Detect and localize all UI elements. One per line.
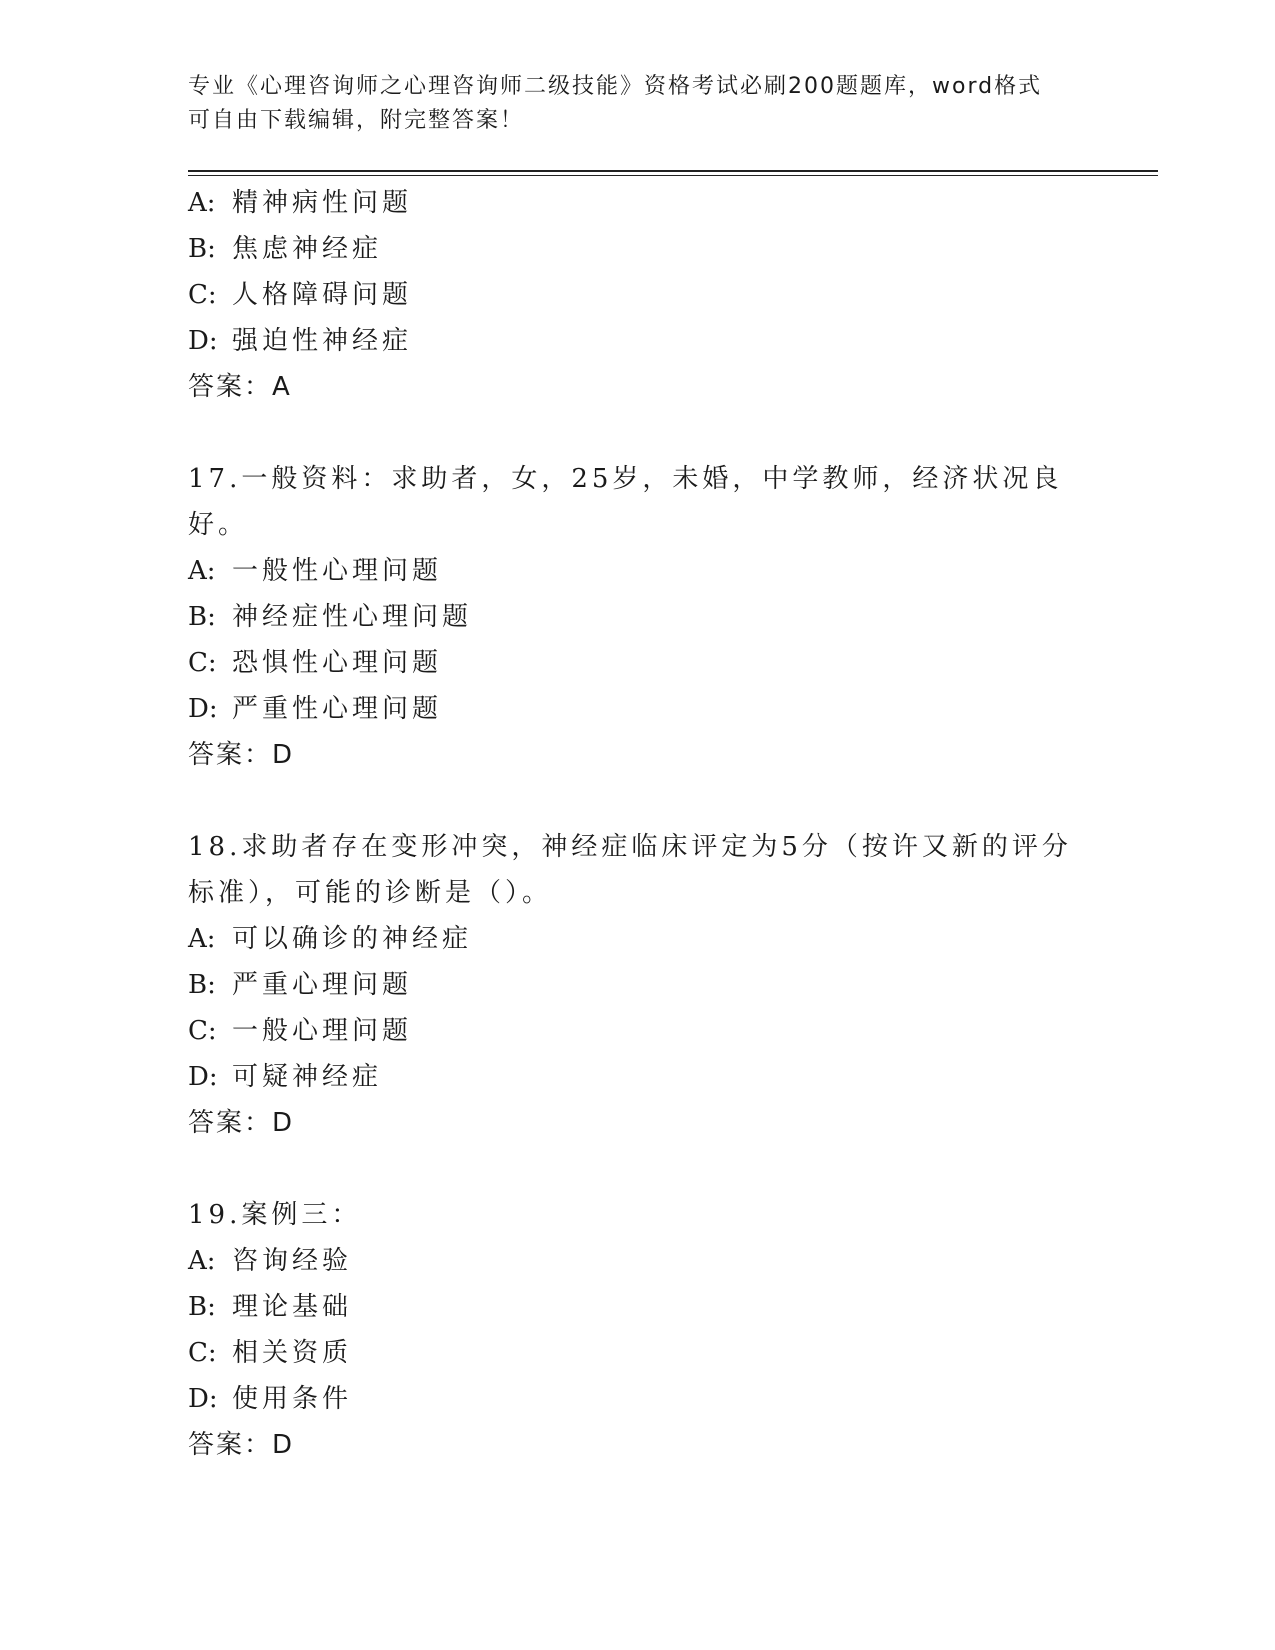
option-d: D: 可疑神经症 xyxy=(188,1062,383,1092)
option-d: D: 使用条件 xyxy=(188,1384,353,1414)
option-d: D: 严重性心理问题 xyxy=(188,694,443,724)
header-line-1: 专业《心理咨询师之心理咨询师二级技能》资格考试必刷200题题库，word格式 xyxy=(188,74,1043,99)
option-c: C: 恐惧性心理问题 xyxy=(188,648,443,678)
option-a: A: 咨询经验 xyxy=(188,1246,353,1276)
option-a: A: 一般性心理问题 xyxy=(188,556,443,586)
document-page xyxy=(188,70,1158,1468)
spacer xyxy=(188,778,1158,824)
spacer xyxy=(188,410,1158,456)
question-text-19: 19.案例三： xyxy=(188,1200,362,1230)
question-text-17: 17.一般资料：求助者，女，25岁，未婚，中学教师，经济状况良好。 xyxy=(188,464,1063,540)
question-18 xyxy=(188,824,1158,1146)
option-b: B: 理论基础 xyxy=(188,1292,353,1322)
option-d: D: 强迫性神经症 xyxy=(188,326,413,356)
header-divider xyxy=(188,170,1158,176)
question-19 xyxy=(188,1192,1158,1468)
document-header xyxy=(188,70,1068,138)
option-b: B: 严重心理问题 xyxy=(188,970,413,1000)
option-a: A: 可以确诊的神经症 xyxy=(188,924,473,954)
answer-16: 答案：A xyxy=(188,372,292,402)
option-a: A: 精神病性问题 xyxy=(188,188,413,218)
question-text-18: 18.求助者存在变形冲突，神经症临床评定为5分（按许又新的评分标准），可能的诊断是（）。 xyxy=(188,832,1072,908)
answer-17: 答案：D xyxy=(188,740,295,770)
spacer xyxy=(188,1146,1158,1192)
question-17 xyxy=(188,456,1158,778)
answer-18: 答案：D xyxy=(188,1108,295,1138)
option-b: B: 焦虑神经症 xyxy=(188,234,383,264)
option-c: C: 相关资质 xyxy=(188,1338,353,1368)
header-line-2: 可自由下载编辑，附完整答案！ xyxy=(188,108,525,133)
option-b: B: 神经症性心理问题 xyxy=(188,602,473,632)
question-16 xyxy=(188,180,1158,410)
option-c: C: 一般心理问题 xyxy=(188,1016,413,1046)
answer-19: 答案：D xyxy=(188,1430,295,1460)
option-c: C: 人格障碍问题 xyxy=(188,280,413,310)
